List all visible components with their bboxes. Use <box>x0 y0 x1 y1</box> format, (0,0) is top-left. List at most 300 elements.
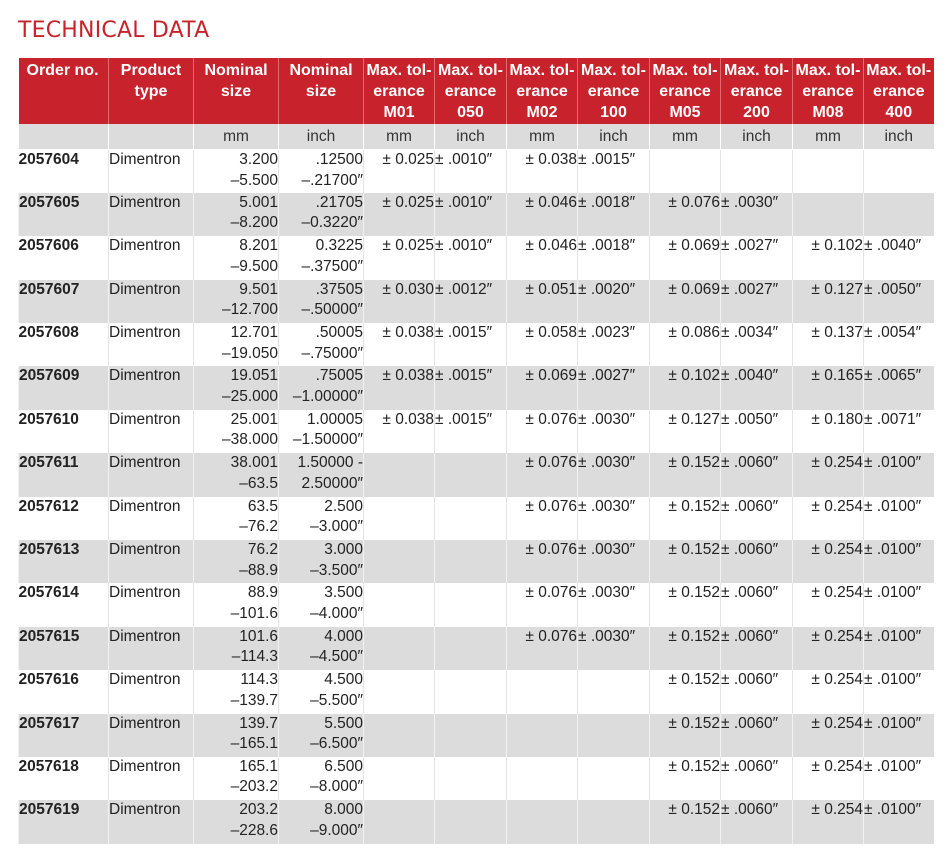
nominal-size-mm-cell <box>194 280 279 323</box>
nominal-mm-to: –139.7 <box>230 691 278 709</box>
tolerance-cell: ± 0.069 <box>650 236 721 279</box>
nominal-mm-from: 139.7 <box>239 714 278 732</box>
tolerance-cell: ± 0.137 <box>793 323 864 366</box>
tolerance-cell: ± 0.254 <box>793 497 864 540</box>
tolerance-cell: ± 0.038 <box>507 150 578 193</box>
tolerance-cell: ± 0.127 <box>793 280 864 323</box>
nominal-mm-from: 203.2 <box>239 801 278 819</box>
nominal-mm-to: –88.9 <box>239 561 278 579</box>
nominal-inch-to: –3.500″ <box>310 561 363 579</box>
order-no-cell: 2057619 <box>19 800 109 843</box>
product-type-cell: Dimentron <box>109 410 194 453</box>
order-no-cell: 2057609 <box>19 366 109 409</box>
tolerance-cell <box>435 583 507 626</box>
tolerance-cell: ± .0060″ <box>721 583 793 626</box>
tolerance-cell: ± .0034″ <box>721 323 793 366</box>
product-type-cell: Dimentron <box>109 670 194 713</box>
nominal-inch-to: –4.000″ <box>310 604 363 622</box>
order-no-cell: 2057607 <box>19 280 109 323</box>
nominal-inch-to: –1.50000″ <box>292 431 363 449</box>
tolerance-cell <box>435 540 507 583</box>
nominal-inch-from: 1.50000 - <box>297 454 363 472</box>
tolerance-cell <box>364 540 435 583</box>
tolerance-cell: ± 0.254 <box>793 714 864 757</box>
tolerance-cell: ± .0100″ <box>864 757 934 800</box>
page-title: TECHNICAL DATA <box>18 18 210 43</box>
nominal-mm-to: –19.050 <box>221 344 278 362</box>
tolerance-cell: ± 0.254 <box>793 453 864 496</box>
tolerance-cell: ± 0.051 <box>507 280 578 323</box>
tolerance-cell: ± .0020″ <box>578 280 650 323</box>
header-tol-m02: Max. tol-erance M02 <box>507 58 578 124</box>
tolerance-cell <box>507 757 578 800</box>
nominal-size-mm-cell <box>194 800 279 843</box>
tolerance-cell: ± 0.254 <box>793 670 864 713</box>
tolerance-cell: ± 0.152 <box>650 540 721 583</box>
tolerance-cell: ± .0100″ <box>864 627 934 670</box>
unit-cell: mm <box>194 124 279 150</box>
unit-cell <box>19 124 109 150</box>
technical-data-table <box>18 58 934 844</box>
tolerance-cell: ± 0.254 <box>793 800 864 843</box>
nominal-mm-to: –9.500 <box>230 257 278 275</box>
tolerance-cell: ± 0.152 <box>650 583 721 626</box>
nominal-inch-to: –6.500″ <box>310 735 363 753</box>
product-type-cell: Dimentron <box>109 714 194 757</box>
nominal-size-mm-cell <box>194 323 279 366</box>
tolerance-cell: ± .0054″ <box>864 323 934 366</box>
nominal-size-inch-cell <box>279 800 364 843</box>
product-type-cell: Dimentron <box>109 800 194 843</box>
nominal-inch-from: 3.500 <box>324 584 363 602</box>
tolerance-cell: ± 0.038 <box>364 323 435 366</box>
tolerance-cell <box>435 714 507 757</box>
unit-cell: mm <box>364 124 435 150</box>
tolerance-cell <box>435 627 507 670</box>
order-no-cell: 2057616 <box>18 671 79 689</box>
nominal-mm-from: 3.200 <box>239 151 278 168</box>
tolerance-cell: ± 0.076 <box>507 453 578 496</box>
tolerance-cell <box>793 150 864 193</box>
nominal-inch-from: .75005 <box>315 367 363 385</box>
nominal-inch-from: .12500 <box>315 151 363 168</box>
tolerance-cell: ± .0060″ <box>721 540 793 583</box>
nominal-mm-from: 63.5 <box>247 497 278 515</box>
nominal-size-mm-cell <box>194 540 279 583</box>
order-no-cell: 2057605 <box>19 193 109 236</box>
tolerance-cell: ± 0.086 <box>650 323 721 366</box>
nominal-mm-from: 38.001 <box>230 454 278 472</box>
nominal-inch-to: –8.000″ <box>310 778 363 796</box>
header-tol-200: Max. tol-erance 200 <box>721 58 793 124</box>
tolerance-cell <box>364 583 435 626</box>
tolerance-cell: ± .0065″ <box>864 366 934 409</box>
units-row <box>19 124 934 150</box>
nominal-inch-to: –.37500″ <box>301 257 363 275</box>
tolerance-cell: ± .0015″ <box>435 323 507 366</box>
tolerance-cell: ± .0023″ <box>578 323 650 366</box>
tolerance-cell: ± .0060″ <box>721 800 793 843</box>
header-tol-100: Max. tol-erance 100 <box>578 58 650 124</box>
tolerance-cell: ± 0.152 <box>650 800 721 843</box>
nominal-inch-to: –1.00000″ <box>292 387 363 405</box>
tolerance-cell: ± .0012″ <box>435 280 507 323</box>
tolerance-cell: ± 0.152 <box>650 714 721 757</box>
order-no-cell: 2057604 <box>18 151 79 168</box>
order-no-cell: 2057615 <box>19 627 109 670</box>
tolerance-cell: ± 0.254 <box>793 627 864 670</box>
nominal-inch-from: .21705 <box>315 193 363 211</box>
nominal-mm-from: 76.2 <box>247 541 278 559</box>
tolerance-cell: ± 0.165 <box>793 366 864 409</box>
table-row <box>19 497 934 540</box>
tolerance-cell <box>435 453 507 496</box>
nominal-mm-to: –228.6 <box>230 821 278 839</box>
tolerance-cell: ± .0040″ <box>721 366 793 409</box>
product-type-cell: Dimentron <box>109 150 194 193</box>
table-row <box>19 757 934 800</box>
product-type-cell: Dimentron <box>109 497 194 540</box>
nominal-mm-from: 25.001 <box>230 410 278 428</box>
nominal-size-inch-cell <box>279 757 364 800</box>
nominal-inch-from: 8.000 <box>324 801 363 819</box>
tolerance-cell: ± 0.076 <box>650 193 721 236</box>
tolerance-cell: ± .0015″ <box>435 410 507 453</box>
header-tol-400: Max. tol-erance 400 <box>864 58 934 124</box>
tolerance-cell: ± .0100″ <box>864 453 934 496</box>
nominal-mm-from: 165.1 <box>239 757 278 775</box>
order-no-cell: 2057611 <box>19 453 109 496</box>
nominal-mm-from: 8.201 <box>239 237 278 255</box>
unit-cell: inch <box>279 124 364 150</box>
product-type-cell: Dimentron <box>109 323 194 366</box>
nominal-inch-to: –3.000″ <box>310 518 363 536</box>
nominal-size-mm-cell <box>194 193 279 236</box>
tolerance-cell: ± 0.127 <box>650 410 721 453</box>
tolerance-cell: ± .0030″ <box>578 583 650 626</box>
order-no-cell: 2057613 <box>19 540 109 583</box>
nominal-size-inch-cell <box>279 497 364 540</box>
nominal-size-mm-cell <box>194 670 279 713</box>
nominal-inch-from: 4.500 <box>324 671 363 689</box>
nominal-mm-to: –101.6 <box>230 604 278 622</box>
table-row <box>19 236 934 279</box>
nominal-size-inch-cell <box>279 410 364 453</box>
tolerance-cell: ± .0030″ <box>578 410 650 453</box>
nominal-inch-to: –.50000″ <box>301 301 363 319</box>
tolerance-cell <box>435 670 507 713</box>
tolerance-cell: ± .0100″ <box>864 497 934 540</box>
tolerance-cell <box>578 714 650 757</box>
tolerance-cell: ± .0030″ <box>578 540 650 583</box>
order-no-cell: 2057608 <box>18 324 79 342</box>
tolerance-cell: ± 0.076 <box>507 410 578 453</box>
header-order-no: Order no. <box>19 58 109 124</box>
nominal-size-inch-cell <box>279 583 364 626</box>
tolerance-cell: ± .0015″ <box>578 150 650 193</box>
nominal-inch-from: 6.500 <box>324 757 363 775</box>
tolerance-cell: ± 0.180 <box>793 410 864 453</box>
nominal-size-mm-cell <box>194 453 279 496</box>
tolerance-cell <box>578 757 650 800</box>
nominal-size-mm-cell <box>194 150 279 193</box>
header-tol-m08: Max. tol-erance M08 <box>793 58 864 124</box>
table-row <box>19 800 934 843</box>
table-row <box>19 627 934 670</box>
tolerance-cell <box>507 800 578 843</box>
tolerance-cell <box>578 800 650 843</box>
tolerance-cell: ± .0030″ <box>721 193 793 236</box>
unit-cell: mm <box>793 124 864 150</box>
unit-cell: inch <box>578 124 650 150</box>
tolerance-cell <box>507 714 578 757</box>
table-row <box>19 540 934 583</box>
tolerance-cell: ± 0.069 <box>650 280 721 323</box>
nominal-size-inch-cell <box>279 280 364 323</box>
tolerance-cell: ± 0.025 <box>364 236 435 279</box>
nominal-size-inch-cell <box>279 714 364 757</box>
tolerance-cell: ± .0071″ <box>864 410 934 453</box>
tolerance-cell: ± .0060″ <box>721 453 793 496</box>
nominal-size-inch-cell <box>279 366 364 409</box>
tolerance-cell: ± 0.152 <box>650 497 721 540</box>
tolerance-cell: ± .0010″ <box>435 236 507 279</box>
product-type-cell: Dimentron <box>109 193 194 236</box>
table-row <box>19 670 934 713</box>
nominal-inch-to: 2.50000″ <box>301 474 363 492</box>
product-type-cell: Dimentron <box>109 236 194 279</box>
tolerance-cell <box>864 193 934 236</box>
order-no-cell: 2057618 <box>18 757 79 775</box>
header-tol-m05: Max. tol-erance M05 <box>650 58 721 124</box>
tolerance-cell: ± .0060″ <box>721 757 793 800</box>
nominal-size-inch-cell <box>279 236 364 279</box>
nominal-mm-to: –63.5 <box>239 474 278 492</box>
tolerance-cell: ± 0.038 <box>364 410 435 453</box>
nominal-inch-from: 4.000 <box>324 627 363 645</box>
header-nominal-size-mm: Nominal size <box>194 58 279 124</box>
nominal-size-inch-cell <box>279 670 364 713</box>
nominal-inch-to: –.21700″ <box>301 171 363 189</box>
tolerance-cell <box>721 150 793 193</box>
nominal-size-mm-cell <box>194 583 279 626</box>
tolerance-cell: ± .0027″ <box>721 280 793 323</box>
table-row <box>19 150 934 193</box>
order-no-cell: 2057612 <box>18 497 79 515</box>
tolerance-cell <box>364 670 435 713</box>
tolerance-cell: ± .0100″ <box>864 800 934 843</box>
nominal-inch-from: 1.00005 <box>306 410 363 428</box>
nominal-size-mm-cell <box>194 757 279 800</box>
nominal-mm-to: –165.1 <box>230 735 278 753</box>
nominal-mm-from: 9.501 <box>239 280 278 298</box>
tolerance-cell: ± 0.152 <box>650 757 721 800</box>
tolerance-cell: ± .0100″ <box>864 670 934 713</box>
tolerance-cell <box>364 714 435 757</box>
tolerance-cell: ± .0050″ <box>721 410 793 453</box>
header-tol-m01: Max. tol-erance M01 <box>364 58 435 124</box>
tolerance-cell: ± .0015″ <box>435 366 507 409</box>
table-row <box>19 714 934 757</box>
tolerance-cell: ± .0100″ <box>864 540 934 583</box>
nominal-mm-to: –203.2 <box>230 778 278 796</box>
tolerance-cell: ± .0010″ <box>435 193 507 236</box>
tolerance-cell: ± .0060″ <box>721 714 793 757</box>
nominal-size-inch-cell <box>279 323 364 366</box>
tolerance-cell: ± .0027″ <box>721 236 793 279</box>
nominal-size-mm-cell <box>194 627 279 670</box>
nominal-inch-to: –.75000″ <box>301 344 363 362</box>
order-no-cell: 2057617 <box>19 714 109 757</box>
nominal-mm-to: –12.700 <box>221 301 278 319</box>
tolerance-cell: ± 0.030 <box>364 280 435 323</box>
table-row <box>19 583 934 626</box>
nominal-mm-to: –114.3 <box>231 648 278 666</box>
nominal-size-mm-cell <box>194 366 279 409</box>
tolerance-cell: ± 0.152 <box>650 627 721 670</box>
tolerance-cell: ± 0.038 <box>364 366 435 409</box>
product-type-cell: Dimentron <box>109 540 194 583</box>
product-type-cell: Dimentron <box>109 583 194 626</box>
nominal-size-inch-cell <box>279 150 364 193</box>
nominal-inch-to: –5.500″ <box>310 691 363 709</box>
nominal-size-mm-cell <box>194 236 279 279</box>
tolerance-cell <box>435 800 507 843</box>
tolerance-cell <box>364 497 435 540</box>
tolerance-cell: ± .0050″ <box>864 280 934 323</box>
tolerance-cell <box>364 627 435 670</box>
header-product-type: Product type <box>109 58 194 124</box>
unit-cell: inch <box>864 124 934 150</box>
header-nominal-size-inch: Nominal size <box>279 58 364 124</box>
nominal-inch-to: –9.000″ <box>310 821 363 839</box>
tolerance-cell: ± 0.046 <box>507 193 578 236</box>
nominal-mm-to: –38.000 <box>221 431 278 449</box>
order-no-cell: 2057614 <box>18 584 79 602</box>
nominal-mm-to: –5.500 <box>230 171 278 189</box>
tolerance-cell: ± 0.076 <box>507 583 578 626</box>
tolerance-cell: ± 0.152 <box>650 670 721 713</box>
nominal-size-inch-cell <box>279 540 364 583</box>
tolerance-cell <box>435 497 507 540</box>
header-tol-050: Max. tol-erance 050 <box>435 58 507 124</box>
nominal-inch-from: 5.500 <box>324 714 363 732</box>
order-no-cell: 2057606 <box>18 237 79 255</box>
tolerance-cell: ± .0027″ <box>578 366 650 409</box>
tolerance-cell: ± 0.076 <box>507 627 578 670</box>
unit-cell: inch <box>435 124 507 150</box>
nominal-mm-to: –8.200 <box>230 214 278 232</box>
nominal-size-mm-cell <box>194 497 279 540</box>
tolerance-cell: ± 0.102 <box>650 366 721 409</box>
product-type-cell: Dimentron <box>109 757 194 800</box>
tolerance-cell: ± 0.069 <box>507 366 578 409</box>
table-row <box>19 366 934 409</box>
nominal-size-mm-cell <box>194 714 279 757</box>
tolerance-cell: ± 0.254 <box>793 540 864 583</box>
nominal-mm-to: –25.000 <box>221 387 278 405</box>
tolerance-cell: ± .0040″ <box>864 236 934 279</box>
tolerance-cell <box>864 150 934 193</box>
tolerance-cell: ± .0018″ <box>578 236 650 279</box>
tolerance-cell: ± .0100″ <box>864 583 934 626</box>
unit-cell <box>109 124 194 150</box>
nominal-inch-to: –0.3220″ <box>301 214 363 232</box>
unit-cell: mm <box>650 124 721 150</box>
tolerance-cell: ± .0030″ <box>578 497 650 540</box>
nominal-inch-from: 0.3225 <box>315 237 363 255</box>
tolerance-cell: ± 0.152 <box>650 453 721 496</box>
nominal-mm-from: 114.3 <box>240 671 278 689</box>
tolerance-cell: ± 0.046 <box>507 236 578 279</box>
product-type-cell: Dimentron <box>109 453 194 496</box>
product-type-cell: Dimentron <box>109 627 194 670</box>
tolerance-cell: ± 0.254 <box>793 583 864 626</box>
tolerance-cell: ± 0.058 <box>507 323 578 366</box>
nominal-inch-to: –4.500″ <box>310 648 363 666</box>
header-row <box>19 58 934 124</box>
table-row <box>19 453 934 496</box>
tolerance-cell <box>364 800 435 843</box>
tolerance-cell: ± 0.025 <box>364 193 435 236</box>
tolerance-cell: ± 0.076 <box>507 540 578 583</box>
nominal-inch-from: 3.000 <box>324 541 363 559</box>
product-type-cell: Dimentron <box>109 280 194 323</box>
tolerance-cell <box>364 757 435 800</box>
nominal-inch-from: 2.500 <box>324 497 363 515</box>
tolerance-cell <box>578 670 650 713</box>
unit-cell: mm <box>507 124 578 150</box>
table-row <box>19 410 934 453</box>
order-no-cell: 2057610 <box>18 410 79 428</box>
tolerance-cell <box>507 670 578 713</box>
table-row <box>19 280 934 323</box>
nominal-size-mm-cell <box>194 410 279 453</box>
tolerance-cell <box>435 757 507 800</box>
nominal-mm-from: 12.701 <box>230 324 278 342</box>
tolerance-cell: ± .0100″ <box>864 714 934 757</box>
tolerance-cell <box>793 193 864 236</box>
nominal-mm-from: 19.051 <box>230 367 278 385</box>
table-row <box>19 193 934 236</box>
product-type-cell: Dimentron <box>109 366 194 409</box>
table-row <box>19 323 934 366</box>
tolerance-cell: ± .0030″ <box>578 627 650 670</box>
unit-cell: inch <box>721 124 793 150</box>
tolerance-cell: ± .0010″ <box>435 150 507 193</box>
nominal-mm-from: 101.6 <box>239 627 278 645</box>
tolerance-cell: ± .0060″ <box>721 627 793 670</box>
nominal-size-inch-cell <box>279 193 364 236</box>
nominal-mm-from: 5.001 <box>239 193 278 211</box>
tolerance-cell: ± .0018″ <box>578 193 650 236</box>
nominal-size-inch-cell <box>279 627 364 670</box>
tolerance-cell: ± .0060″ <box>721 670 793 713</box>
nominal-inch-from: .50005 <box>315 324 363 342</box>
tolerance-cell: ± .0030″ <box>578 453 650 496</box>
tolerance-cell: ± 0.076 <box>507 497 578 540</box>
tolerance-cell <box>364 453 435 496</box>
nominal-mm-to: –76.2 <box>239 518 278 536</box>
nominal-size-inch-cell <box>279 453 364 496</box>
tolerance-cell: ± .0060″ <box>721 497 793 540</box>
tolerance-cell: ± 0.025 <box>364 150 435 193</box>
tolerance-cell: ± 0.254 <box>793 757 864 800</box>
nominal-inch-from: .37505 <box>315 280 363 298</box>
table-body <box>19 150 934 844</box>
tolerance-cell: ± 0.102 <box>793 236 864 279</box>
tolerance-cell <box>650 150 721 193</box>
